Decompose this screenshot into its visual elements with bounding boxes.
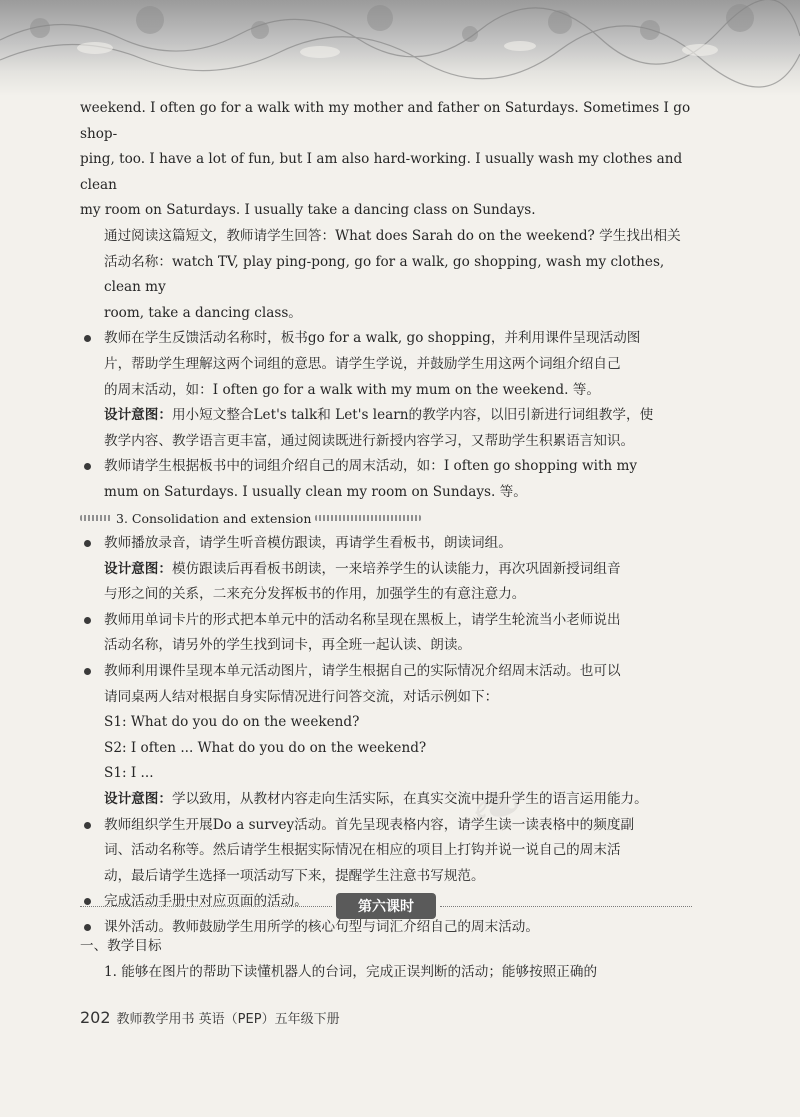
paragraph-line: 活动名称：watch TV, play ping-pong, go for a walk, go shopping, wash my clothes, clean my <box>104 253 665 296</box>
bullet-dot-icon <box>84 822 91 829</box>
design-label: 设计意图： <box>104 407 172 424</box>
bullet-dot-icon <box>84 463 91 470</box>
bullet-line: 词、活动名称等。然后请学生根据实际情况在相应的项目上打钩并说一说自己的周末活 <box>104 842 621 859</box>
bullet-line: 教师播放录音，请学生听音模仿跟读，再请学生看板书，朗读词组。 <box>104 535 512 552</box>
paragraph-line: ping, too. I have a lot of fun, but I am also hard-working. I usually wash my clothes and clean <box>80 151 683 193</box>
bullet-line: 教师组织学生开展Do a survey活动。首先呈现表格内容，请学生读一读表格中的频度副 <box>104 816 635 833</box>
design-intent <box>104 787 692 813</box>
list-item <box>80 608 692 659</box>
bullet-line: 活动名称，请另外的学生找到词卡，再全班一起认读、朗读。 <box>104 637 472 654</box>
paragraph-line: my room on Saturdays. I usually take a dancing class on Sundays. <box>80 202 536 219</box>
design-text: 学以致用，从教材内容走向生活实际，在真实交流中提升学生的语言运用能力。 <box>171 791 648 808</box>
bullet-line: mum on Saturdays. I usually clean my room on Sundays. 等。 <box>104 483 527 500</box>
design-text: 教学内容、教学语言更丰富，通过阅读既进行新授内容学习，又帮助学生积累语言知识。 <box>104 432 635 449</box>
lesson-divider <box>80 893 692 919</box>
design-text: 模仿跟读后再看板书朗读，一来培养学生的认读能力，再次巩固新授词组音 <box>171 560 621 577</box>
bullet-line: 的周末活动，如：I often go for a walk with my mum on the weekend. 等。 <box>104 381 600 398</box>
section-heading <box>80 506 692 532</box>
paragraph-line: 通过阅读这篇短文，教师请学生回答：What does Sarah do on the weekend? 学生找出相关 <box>104 227 681 244</box>
design-text: 用小短文整合Let's talk和 Let's learn的教学内容，以旧引新进行词组教学，使 <box>171 407 654 424</box>
design-intent <box>104 557 692 583</box>
lesson-badge: 第六课时 <box>336 893 436 919</box>
dotted-rule <box>80 906 332 907</box>
bullet-line: 教师在学生反馈活动名称时，板书go for a walk, go shopping，并利用课件呈现活动图 <box>104 330 641 347</box>
bullet-line: 教师请学生根据板书中的词组介绍自己的周末活动，如：I often go shopping with my <box>104 458 638 475</box>
page-footer <box>80 1008 340 1027</box>
bullet-dot-icon <box>84 617 91 624</box>
wavy-rule-icon <box>315 515 421 521</box>
bullet-line: 动，最后请学生选择一项活动写下来，提醒学生注意书写规范。 <box>104 867 485 884</box>
bullet-line: 完成活动手册中对应页面的活动。 <box>104 893 308 910</box>
design-label: 设计意图： <box>104 791 172 808</box>
bullet-line: 课外活动。教师鼓励学生用所学的核心句型与词汇介绍自己的周末活动。 <box>104 919 539 935</box>
bullet-line: 教师利用课件呈现本单元活动图片，请学生根据自己的实际情况介绍周末活动。也可以 <box>104 663 621 680</box>
bullet-dot-icon <box>84 924 91 931</box>
teaching-goals <box>80 934 692 985</box>
page-number: 202 <box>80 1008 111 1027</box>
list-item <box>80 531 692 608</box>
decorative-header-banner <box>0 0 800 96</box>
bullet-dot-icon <box>84 540 91 547</box>
list-item <box>80 454 692 505</box>
paragraph-line: room, take a dancing class。 <box>104 304 302 321</box>
design-text: 与形之间的关系，二来充分发挥板书的作用，加强学生的有意注意力。 <box>104 586 526 603</box>
dialogue-line: S2: I often ... What do you do on the weekend? <box>104 739 427 756</box>
dotted-rule <box>440 906 692 907</box>
wavy-rule-icon <box>80 515 112 521</box>
book-title: 教师教学用书 英语（PEP）五年级下册 <box>116 1012 340 1027</box>
list-item <box>80 326 692 454</box>
bullet-line: 片，帮助学生理解这两个词组的意思。请学生学说，并鼓励学生用这两个词组介绍自己 <box>104 355 621 372</box>
goals-heading: 一、教学目标 <box>80 938 162 954</box>
dialogue-line: S1: I ... <box>104 765 154 782</box>
main-content <box>80 96 692 941</box>
goals-item: 1. 能够在图片的帮助下读懂机器人的台词，完成正误判断的活动；能够按照正确的 <box>104 963 598 980</box>
bullet-line: 请同桌两人结对根据自身实际情况进行问答交流，对话示例如下： <box>104 688 499 705</box>
design-intent <box>104 403 692 429</box>
bullet-dot-icon <box>84 668 91 675</box>
section-title: 3. Consolidation and extension <box>116 510 312 526</box>
floral-pattern-icon <box>0 0 800 96</box>
dialogue-line: S1: What do you do on the weekend? <box>104 714 360 731</box>
paragraph-line: weekend. I often go for a walk with my mother and father on Saturdays. Sometimes I go shop- <box>80 100 691 142</box>
watermark-icon: ❧ <box>465 766 529 848</box>
list-item <box>80 813 692 890</box>
design-label: 设计意图： <box>104 560 172 577</box>
bullet-dot-icon <box>84 335 91 342</box>
bullet-line: 教师用单词卡片的形式把本单元中的活动名称呈现在黑板上，请学生轮流当小老师说出 <box>104 611 621 628</box>
list-item <box>80 659 692 813</box>
